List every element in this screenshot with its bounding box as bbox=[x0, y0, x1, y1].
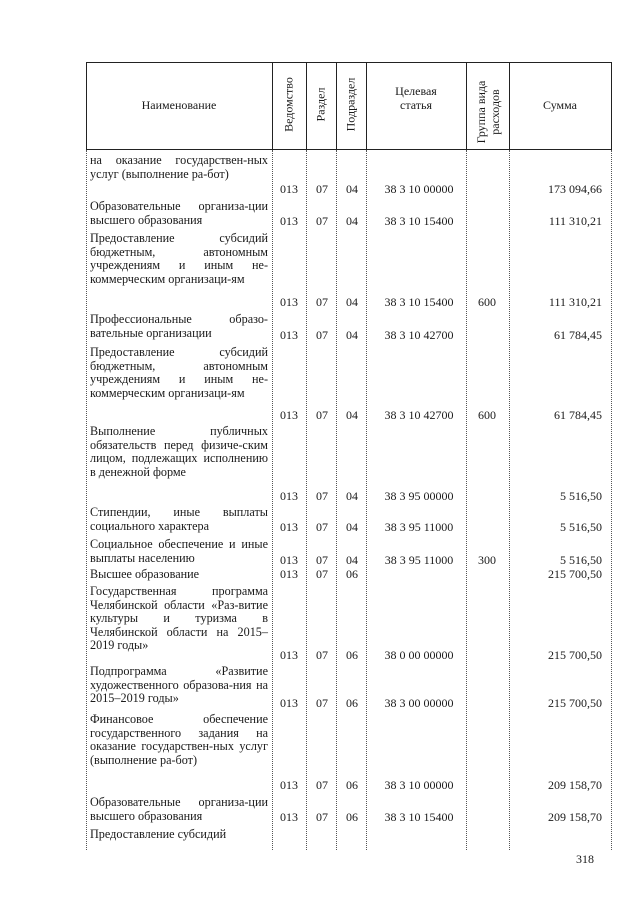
row-target: 38 3 10 42700 bbox=[384, 328, 454, 342]
row-name: Подпрограмма «Развитие художественного образова-ния на 2015–2019 годы» bbox=[90, 664, 268, 706]
row-amount: 215 700,50 bbox=[548, 696, 602, 710]
row-department: 013 bbox=[280, 295, 298, 309]
row-section: 07 bbox=[316, 567, 328, 581]
row-amount: 111 310,21 bbox=[548, 295, 602, 309]
row-subsection: 04 bbox=[346, 489, 358, 503]
header-divider bbox=[611, 62, 612, 150]
row-section: 07 bbox=[316, 553, 328, 567]
row-group: 600 bbox=[478, 408, 496, 422]
column-line bbox=[306, 150, 307, 850]
header-department: Ведомство bbox=[281, 77, 296, 132]
row-target: 38 3 95 11000 bbox=[384, 553, 454, 567]
row-subsection: 04 bbox=[346, 328, 358, 342]
column-line bbox=[366, 150, 367, 850]
row-subsection: 04 bbox=[346, 408, 358, 422]
row-section: 07 bbox=[316, 295, 328, 309]
row-section: 07 bbox=[316, 778, 328, 792]
header-divider bbox=[466, 62, 467, 150]
row-target: 38 3 95 11000 bbox=[384, 520, 454, 534]
header-group: Группа вида расходов bbox=[474, 80, 502, 144]
row-name: Образовательные организа-ции высшего образования bbox=[90, 795, 268, 823]
row-name: Предоставление субсидий бюджетным, автономным учреждениям и иным не-коммерческим организаци-ям bbox=[90, 345, 268, 400]
row-target: 38 3 10 00000 bbox=[384, 778, 454, 792]
row-subsection: 06 bbox=[346, 810, 358, 824]
row-subsection: 04 bbox=[346, 520, 358, 534]
row-name: на оказание государствен-ных услуг (выполнение ра-бот) bbox=[90, 153, 268, 181]
row-target: 38 3 10 15400 bbox=[384, 295, 454, 309]
header-amount: Сумма bbox=[543, 98, 577, 112]
row-name: Социальное обеспечение и иные выплаты населению bbox=[90, 537, 268, 565]
row-amount: 209 158,70 bbox=[548, 778, 602, 792]
row-subsection: 06 bbox=[346, 778, 358, 792]
row-amount: 5 516,50 bbox=[560, 489, 602, 503]
header-divider bbox=[336, 62, 337, 150]
column-line bbox=[611, 150, 612, 850]
row-department: 013 bbox=[280, 696, 298, 710]
column-line bbox=[466, 150, 467, 850]
row-subsection: 04 bbox=[346, 553, 358, 567]
row-name: Профессиональные образо-вательные организации bbox=[90, 312, 268, 340]
row-department: 013 bbox=[280, 182, 298, 196]
row-department: 013 bbox=[280, 214, 298, 228]
row-amount: 5 516,50 bbox=[560, 520, 602, 534]
row-subsection: 06 bbox=[346, 567, 358, 581]
row-section: 07 bbox=[316, 182, 328, 196]
header-divider bbox=[272, 62, 273, 150]
row-target: 38 3 95 00000 bbox=[384, 489, 454, 503]
row-group: 600 bbox=[478, 295, 496, 309]
row-section: 07 bbox=[316, 408, 328, 422]
row-amount: 61 784,45 bbox=[554, 408, 602, 422]
row-amount: 215 700,50 bbox=[548, 567, 602, 581]
row-department: 013 bbox=[280, 553, 298, 567]
row-department: 013 bbox=[280, 328, 298, 342]
row-department: 013 bbox=[280, 520, 298, 534]
row-name: Предоставление субсидий bbox=[90, 827, 227, 841]
row-amount: 209 158,70 bbox=[548, 810, 602, 824]
row-target: 38 3 10 00000 bbox=[384, 182, 454, 196]
row-department: 013 bbox=[280, 408, 298, 422]
row-target: 38 3 10 15400 bbox=[384, 214, 454, 228]
row-amount: 111 310,21 bbox=[548, 214, 602, 228]
row-amount: 215 700,50 bbox=[548, 648, 602, 662]
row-target: 38 0 00 00000 bbox=[384, 648, 454, 662]
row-target: 38 3 10 42700 bbox=[384, 408, 454, 422]
row-subsection: 04 bbox=[346, 295, 358, 309]
row-department: 013 bbox=[280, 810, 298, 824]
row-section: 07 bbox=[316, 648, 328, 662]
row-amount: 5 516,50 bbox=[560, 553, 602, 567]
row-name: Выполнение публичных обязательств перед физиче-ским лицом, подлежащих исполнению в денежной форме bbox=[90, 424, 268, 479]
row-subsection: 04 bbox=[346, 182, 358, 196]
row-subsection: 04 bbox=[346, 214, 358, 228]
page-number: 318 bbox=[576, 852, 594, 866]
row-target: 38 3 00 00000 bbox=[384, 696, 454, 710]
row-department: 013 bbox=[280, 489, 298, 503]
row-name: Предоставление субсидий бюджетным, автономным учреждениям и иным не-коммерческим организаци-ям bbox=[90, 231, 268, 286]
column-line bbox=[272, 150, 273, 850]
column-line bbox=[86, 150, 87, 850]
row-department: 013 bbox=[280, 648, 298, 662]
header-subsection: Подраздел bbox=[343, 77, 358, 132]
row-department: 013 bbox=[280, 567, 298, 581]
row-name: Высшее образование bbox=[90, 567, 200, 581]
row-section: 07 bbox=[316, 214, 328, 228]
column-line bbox=[336, 150, 337, 850]
row-department: 013 bbox=[280, 778, 298, 792]
row-subsection: 06 bbox=[346, 696, 358, 710]
header-name: Наименование bbox=[141, 98, 217, 112]
header-section: Раздел bbox=[313, 87, 328, 122]
row-name: Образовательные организа-ции высшего образования bbox=[90, 199, 268, 227]
row-target: 38 3 10 15400 bbox=[384, 810, 454, 824]
header-divider bbox=[306, 62, 307, 150]
row-section: 07 bbox=[316, 489, 328, 503]
row-name: Стипендии, иные выплаты социального характера bbox=[90, 505, 268, 533]
row-name: Государственная программа Челябинской области «Раз-витие культуры и туризма в Челябинской области на 2015–2019 годы» bbox=[90, 584, 268, 653]
row-amount: 61 784,45 bbox=[554, 328, 602, 342]
row-amount: 173 094,66 bbox=[548, 182, 602, 196]
row-group: 300 bbox=[478, 553, 496, 567]
row-subsection: 06 bbox=[346, 648, 358, 662]
column-line bbox=[509, 150, 510, 850]
row-section: 07 bbox=[316, 810, 328, 824]
header-target: Целевая статья bbox=[395, 84, 437, 112]
row-section: 07 bbox=[316, 328, 328, 342]
row-section: 07 bbox=[316, 520, 328, 534]
row-section: 07 bbox=[316, 696, 328, 710]
row-name: Финансовое обеспечение государственного задания на оказание государствен-ных услуг (выполнение ра-бот) bbox=[90, 712, 268, 767]
